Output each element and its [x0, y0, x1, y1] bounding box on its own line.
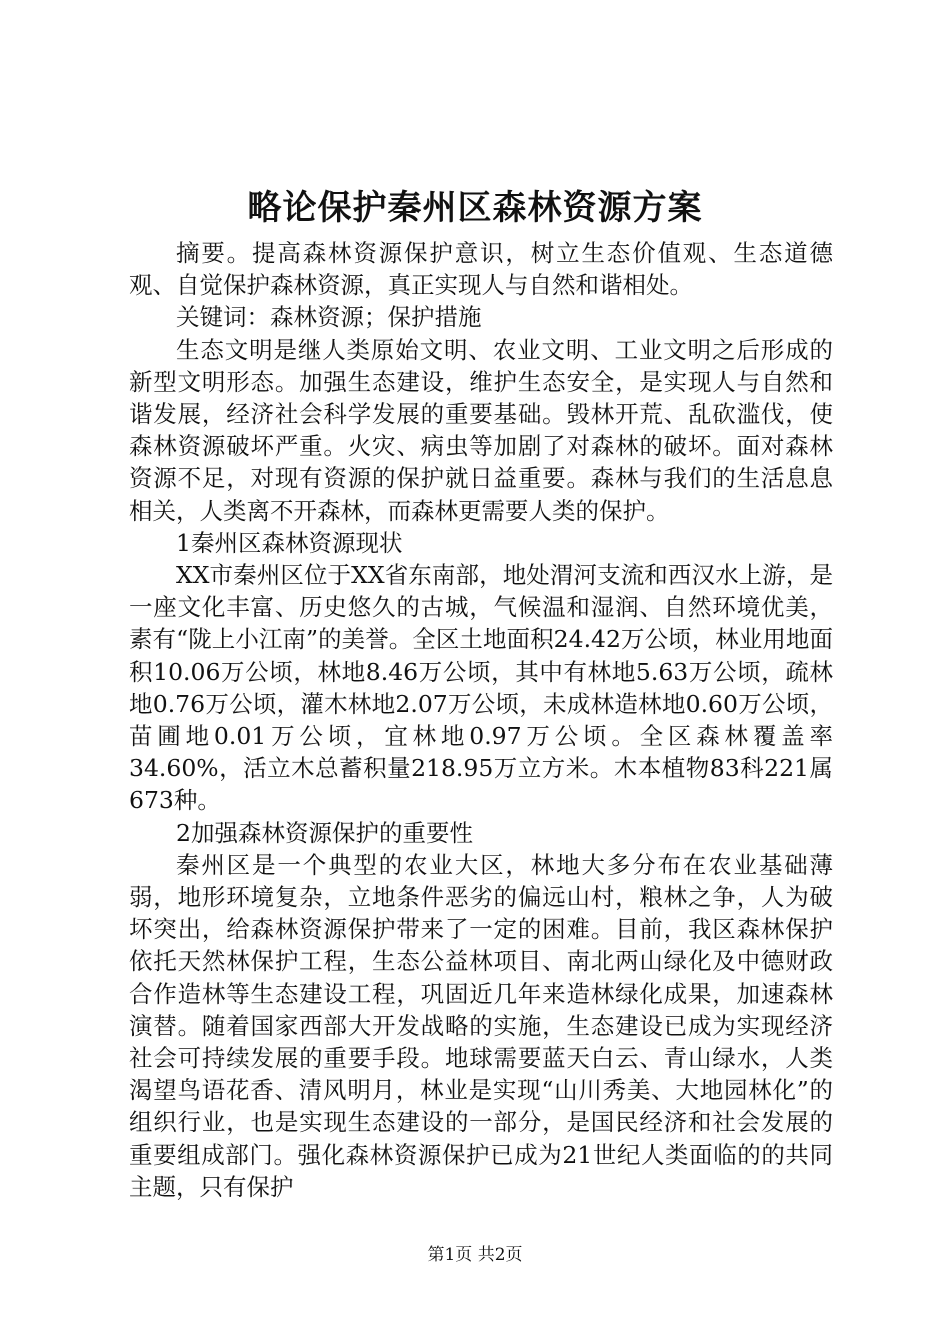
document-body — [129, 237, 833, 1203]
page-footer: 第1页 共2页 — [427, 1245, 523, 1265]
section-1-heading: 1秦州区森林资源现状 — [176, 528, 403, 557]
section-2-heading: 2加强森林资源保护的重要性 — [176, 818, 473, 847]
section-1-paragraph: XX市秦州区位于XX省东南部，地处渭河支流和西汉水上游，是一座文化丰富、历史悠久的古城，气候温和湿润、自然环境优美，素有“陇上小江南”的美誉。全区土地面积24.42万公顷，林业用地面积10.06万公顷，林地8.46万公顷，其中有林地5.63万公顷，疏林地0.76万公顷，灌木林地2.07万公顷，未成林造林地0.60万公顷，苗圃地0.01万公顷，宜林地0.97万公顷。全区森林覆盖率34.60%，活立木总蓄积量218.95万立方米。木本植物83科221属673种。 — [129, 561, 833, 815]
intro-paragraph: 生态文明是继人类原始文明、农业文明、工业文明之后形成的新型文明形态。加强生态建设，维护生态安全，是实现人与自然和谐发展，经济社会科学发展的重要基础。毁林开荒、乱砍滥伐，使森林资源破坏严重。火灾、病虫等加剧了对森林的破坏。面对森林资源不足，对现有资源的保护就日益重要。森林与我们的生活息息相关，人类离不开森林，而森林更需要人类的保护。 — [129, 335, 833, 525]
abstract-paragraph: 摘要。提高森林资源保护意识，树立生态价值观、生态道德观、自觉保护森林资源，真正实现人与自然和谐相处。 — [129, 239, 833, 300]
keywords-paragraph: 关键词：森林资源；保护措施 — [176, 303, 482, 332]
document-title: 略论保护秦州区森林资源方案 — [247, 188, 703, 228]
section-2-paragraph: 秦州区是一个典型的农业大区，林地大多分布在农业基础薄弱，地形环境复杂，立地条件恶劣的偏远山村，粮林之争，人为破坏突出，给森林资源保护带来了一定的困难。目前，我区森林保护依托天然林保护工程，生态公益林项目、南北两山绿化及中德财政合作造林等生态建设工程，巩固近几年来造林绿化成果，加速森林演替。随着国家西部大开发战略的实施，生态建设已成为实现经济社会可持续发展的重要手段。地球需要蓝天白云、青山绿水，人类渴望鸟语花香、清风明月，林业是实现“山川秀美、大地园林化”的组织行业，也是实现生态建设的一部分，是国民经济和社会发展的重要组成部门。强化森林资源保护已成为21世纪人类面临的的共同主题，只有保护 — [129, 850, 833, 1201]
